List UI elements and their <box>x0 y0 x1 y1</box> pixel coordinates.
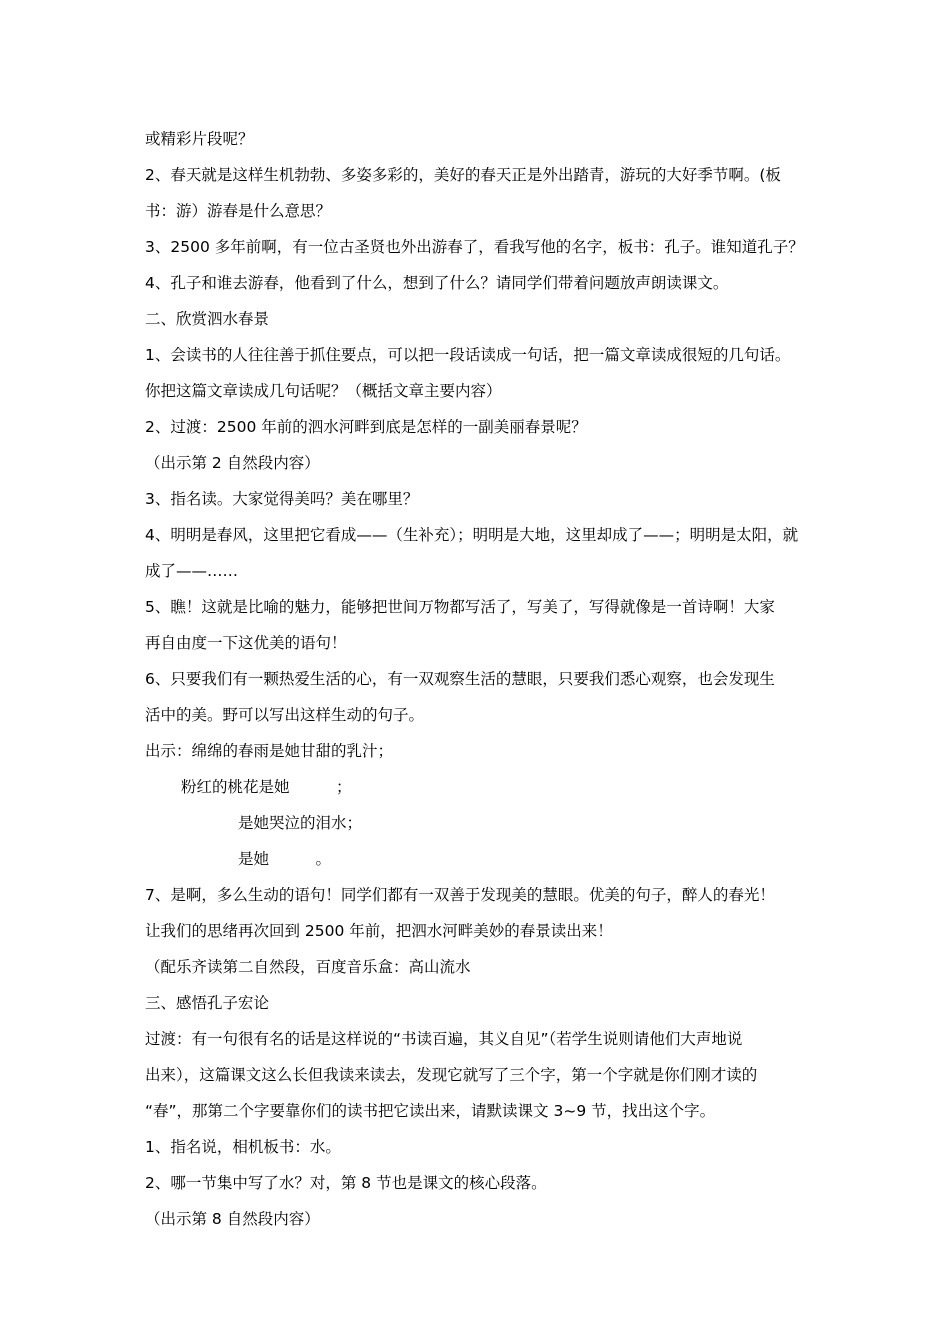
text-line: 粉红的桃花是她 ； <box>181 778 352 796</box>
document-body <box>145 121 817 1237</box>
text-line: （配乐齐读第二自然段，百度音乐盒：高山流水 <box>145 958 471 976</box>
text-line: （出示第 2 自然段内容） <box>145 454 320 472</box>
text-line: 书：游）游春是什么意思？ <box>145 202 332 220</box>
text-line: 2、哪一节集中写了水？对，第 8 节也是课文的核心段落。 <box>145 1174 547 1192</box>
text-line: “春”，那第二个字要靠你们的读书把它读出来，请默读课文 3~9 节，找出这个字。 <box>145 1102 716 1120</box>
text-line: 4、明明是春风，这里把它看成——（生补充）；明明是大地，这里却成了——；明明是太阳，就 <box>145 526 799 544</box>
text-line: 再自由度一下这优美的语句！ <box>145 634 347 652</box>
text-line: 6、只要我们有一颗热爱生活的心，有一双观察生活的慧眼，只要我们悉心观察，也会发现生 <box>145 670 775 688</box>
text-line: 2、过渡：2500 年前的泗水河畔到底是怎样的一副美丽春景呢？ <box>145 418 587 436</box>
text-line: （出示第 8 自然段内容） <box>145 1210 320 1228</box>
text-line: 4、孔子和谁去游春，他看到了什么，想到了什么？请同学们带着问题放声朗读课文。 <box>145 274 729 292</box>
text-line: 或精彩片段呢？ <box>145 130 254 148</box>
text-line: 3、2500 多年前啊，有一位古圣贤也外出游春了，看我写他的名字，板书：孔子。谁知道孔子？ <box>145 238 804 256</box>
text-line: 是她 。 <box>238 850 332 868</box>
text-line: 你把这篇文章读成几句话呢？（概括文章主要内容） <box>145 382 502 400</box>
text-line: 3、指名读。大家觉得美吗？美在哪里？ <box>145 490 419 508</box>
text-line: 出来），这篇课文这么长但我读来读去，发现它就写了三个字，第一个字就是你们刚才读的 <box>145 1066 758 1084</box>
text-line: 活中的美。野可以写出这样生动的句子。 <box>145 706 425 724</box>
text-line: 是她哭泣的泪水； <box>238 814 363 832</box>
text-line: 5、瞧！这就是比喻的魅力，能够把世间万物都写活了，写美了，写得就像是一首诗啊！大家 <box>145 598 775 616</box>
text-line: 2、春天就是这样生机勃勃、多姿多彩的，美好的春天正是外出踏青，游玩的大好季节啊。(板 <box>145 166 781 184</box>
text-line: 过渡：有一句很有名的话是这样说的“书读百遍，其义自见”（若学生说则请他们大声地说 <box>145 1030 743 1048</box>
text-line: 出示：绵绵的春雨是她甘甜的乳汁； <box>145 742 394 760</box>
text-line: 1、指名说，相机板书：水。 <box>145 1138 341 1156</box>
text-line: 成了——…… <box>145 562 239 580</box>
text-line: 1、会读书的人往往善于抓住要点，可以把一段话读成一句话，把一篇文章读成很短的几句话。 <box>145 346 791 364</box>
section-heading: 三、感悟孔子宏论 <box>145 994 270 1012</box>
section-heading: 二、欣赏泗水春景 <box>145 310 270 328</box>
text-line: 让我们的思绪再次回到 2500 年前，把泗水河畔美妙的春景读出来！ <box>145 922 613 940</box>
text-line: 7、是啊，多么生动的语句！同学们都有一双善于发现美的慧眼。优美的句子，醉人的春光！ <box>145 886 775 904</box>
